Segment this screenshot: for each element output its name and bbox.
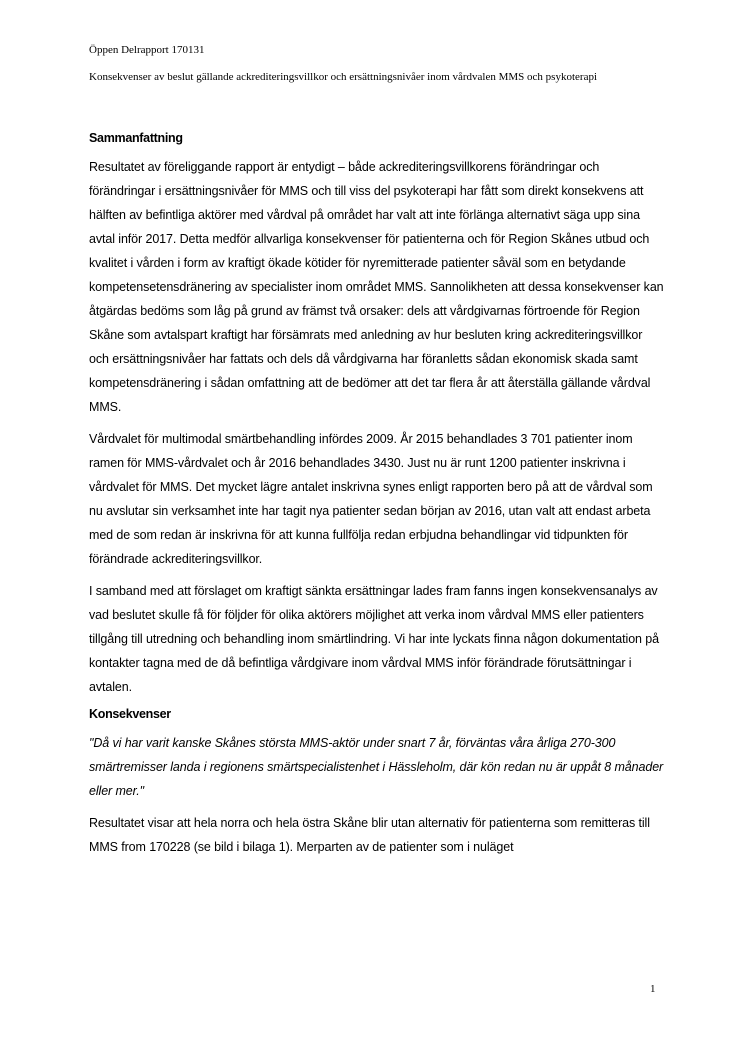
- consequences-quote: "Då vi har varit kanske Skånes största MMS-aktör under snart 7 år, förväntas våra årliga 270-300 smärtremisser landa i regionens smärtspecialistenhet i Hässleholm, där kön redan nu är uppåt 8 månader eller mer.": [89, 736, 664, 798]
- page-number: 1: [650, 983, 656, 995]
- summary-paragraph-2: Vårdvalet för multimodal smärtbehandling infördes 2009. År 2015 behandlades 3 701 patienter inom ramen för MMS-vårdvalet och år 2016 behandlades 3430. Just nu är runt 1200 patienter inskrivna i vårdvalet för MMS. Det mycket lägre antalet inskrivna synes enligt rapporten bero på att de vårdval som nu avslutar sin verksamhet inte har tagit nya patienter sedan början av 2016, utan valt att endast arbeta med de som redan är inskrivna för att kunna fullfölja redan erbjudna behandlingar vid tidpunkten för förändrade ackrediteringsvillkor.: [89, 432, 653, 566]
- consequences-paragraph-1: Resultatet visar att hela norra och hela östra Skåne blir utan alternativ för patienterna som remitteras till MMS from 170228 (se bild i bilaga 1). Merparten av de patienter som i nuläget: [89, 816, 650, 854]
- consequences-heading: Konsekvenser: [89, 707, 171, 721]
- document-body: [89, 131, 664, 867]
- summary-heading: Sammanfattning: [89, 131, 183, 145]
- summary-paragraph-3: I samband med att förslaget om kraftigt sänkta ersättningar lades fram fanns ingen konsekvensanalys av vad beslutet skulle få för följder för olika aktörers möjlighet att verka inom vårdval MMS eller patienters tillgång till utredning och behandling inom smärtlindring. Vi har inte lyckats finna någon dokumentation på kontakter tagna med de då befintliga vårdgivare inom vårdval MMS inför förändrade förutsättningar i avtalen.: [89, 584, 659, 694]
- document-header-subtitle: Konsekvenser av beslut gällande ackrediteringsvillkor och ersättningsnivåer inom vårdvalen MMS och psykoterapi: [89, 71, 598, 83]
- document-header-title: Öppen Delrapport 170131: [89, 44, 205, 56]
- summary-paragraph-1: Resultatet av föreliggande rapport är entydigt – både ackrediteringsvillkorens förändringar och förändringar i ersättningsnivåer för MMS och till viss del psykoterapi har fått som direkt konsekvens att hälften av befintliga aktörer med vårdval på området har valt att inte förlänga alternativt säga upp sina avtal inför 2017. Detta medför allvarliga konsekvenser för patienterna och för Region Skånes utbud och kvalitet i vården i form av kraftigt ökade kötider för nyremitterade patienter såväl som en betydande kompetensetensdränering av specialister inom området MMS. Sannolikheten att dessa konsekvenser kan åtgärdas bedöms som låg på grund av främst två orsaker: dels att vårdgivarnas förtroende för Region Skåne som avtalspart kraftigt har försämrats med anledning av hur besluten kring ackrediteringsvillkor och ersättningsnivåer har fattats och dels då vårdgivarna har föranletts sådan ekonomisk skada samt kompetensdränering i sådan omfattning att de bedömer att det tar flera år att återställa gällande vårdval MMS.: [89, 160, 664, 414]
